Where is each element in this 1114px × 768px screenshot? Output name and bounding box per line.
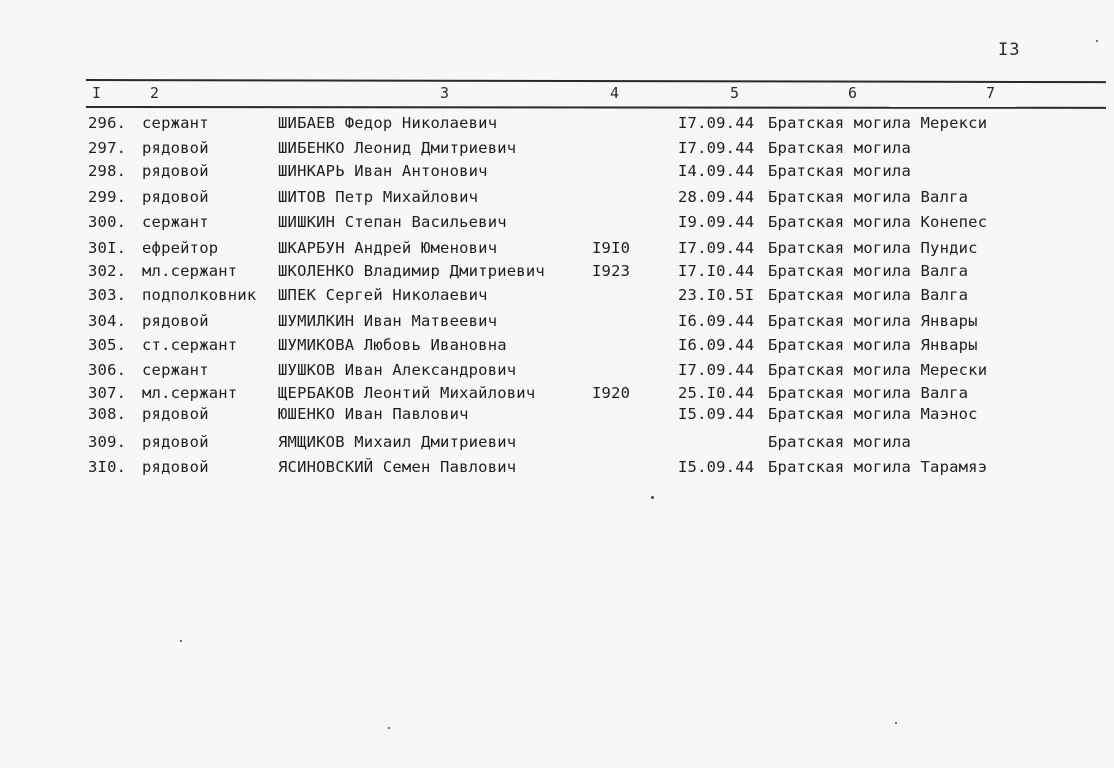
table-row: [0, 405, 1114, 427]
header-top-rule: [86, 79, 1106, 83]
record-burial-place: Братская могила: [768, 433, 911, 451]
record-number: 303.: [88, 286, 127, 304]
table-row: [0, 433, 1114, 455]
record-number: 298.: [88, 162, 127, 180]
record-rank: ефрейтор: [142, 239, 219, 257]
record-rank: сержант: [142, 361, 209, 379]
record-rank: рядовой: [142, 458, 209, 476]
record-name: ШУМИЛКИН Иван Матвеевич: [278, 312, 498, 330]
column-header-2: 2: [150, 84, 160, 102]
record-death-date: I7.09.44: [678, 239, 755, 257]
table-row: [0, 239, 1114, 261]
record-death-date: I6.09.44: [678, 312, 755, 330]
table-row: [0, 336, 1114, 358]
column-header-6: 6: [848, 84, 858, 102]
record-number: 296.: [88, 114, 127, 132]
record-death-date: 23.I0.5I: [678, 286, 755, 304]
column-header-7: 7: [986, 84, 996, 102]
record-name: ЯСИНОВСКИЙ Семен Павлович: [278, 458, 517, 476]
record-number: 308.: [88, 405, 127, 423]
record-name: ШИБЕНКО Леонид Дмитриевич: [278, 139, 517, 157]
record-rank: подполковник: [142, 286, 257, 304]
record-name: ШУШКОВ Иван Александрович: [278, 361, 517, 379]
page-number: I3: [998, 40, 1021, 60]
record-rank: мл.сержант: [142, 262, 238, 280]
record-number: 297.: [88, 139, 127, 157]
record-burial-place: Братская могила Конепес: [768, 213, 988, 231]
record-rank: рядовой: [142, 433, 209, 451]
record-death-date: I6.09.44: [678, 336, 755, 354]
speck: [388, 727, 390, 729]
record-burial-place: Братская могила Мерекси: [768, 114, 988, 132]
record-rank: рядовой: [142, 139, 209, 157]
column-header-1: I: [92, 84, 102, 102]
record-death-date: I7.I0.44: [678, 262, 755, 280]
speck: [651, 496, 654, 499]
table-row: [0, 188, 1114, 210]
table-row: [0, 286, 1114, 308]
record-number: 3I0.: [88, 458, 127, 476]
record-death-date: I7.09.44: [678, 114, 755, 132]
column-header-3: 3: [440, 84, 450, 102]
record-burial-place: Братская могила Валга: [768, 286, 969, 304]
record-number: 30I.: [88, 239, 127, 257]
record-burial-place: Братская могила: [768, 139, 911, 157]
table-row: [0, 162, 1114, 184]
table-row: [0, 384, 1114, 406]
record-burial-place: Братская могила Пундис: [768, 239, 978, 257]
record-number: 299.: [88, 188, 127, 206]
speck: [895, 722, 897, 724]
speck: [180, 640, 182, 642]
record-burial-place: Братская могила Валга: [768, 384, 969, 402]
record-death-date: I7.09.44: [678, 139, 755, 157]
record-death-date: 25.I0.44: [678, 384, 755, 402]
record-name: ЮШЕНКО Иван Павлович: [278, 405, 469, 423]
record-number: 300.: [88, 213, 127, 231]
header-bottom-rule: [86, 106, 1106, 109]
record-death-date: I5.09.44: [678, 458, 755, 476]
record-rank: рядовой: [142, 188, 209, 206]
record-number: 305.: [88, 336, 127, 354]
record-rank: ст.сержант: [142, 336, 238, 354]
record-death-date: I4.09.44: [678, 162, 755, 180]
record-rank: рядовой: [142, 405, 209, 423]
record-number: 304.: [88, 312, 127, 330]
record-burial-place: Братская могила Январы: [768, 336, 978, 354]
record-birth-year: I920: [592, 384, 631, 402]
record-burial-place: Братская могила Валга: [768, 188, 969, 206]
table-row: [0, 114, 1114, 136]
record-rank: рядовой: [142, 162, 209, 180]
record-rank: сержант: [142, 213, 209, 231]
record-death-date: I7.09.44: [678, 361, 755, 379]
record-name: ШКОЛЕНКО Владимир Дмитриевич: [278, 262, 545, 280]
record-number: 302.: [88, 262, 127, 280]
column-header-4: 4: [610, 84, 620, 102]
column-header-5: 5: [730, 84, 740, 102]
record-burial-place: Братская могила Валга: [768, 262, 969, 280]
table-row: [0, 262, 1114, 284]
record-death-date: 28.09.44: [678, 188, 755, 206]
record-rank: сержант: [142, 114, 209, 132]
record-name: ШИТОВ Петр Михайлович: [278, 188, 479, 206]
table-row: [0, 213, 1114, 235]
record-death-date: I9.09.44: [678, 213, 755, 231]
record-name: ШИНКАРЬ Иван Антонович: [278, 162, 488, 180]
record-number: 306.: [88, 361, 127, 379]
record-birth-year: I9I0: [592, 239, 631, 257]
record-name: ШИШКИН Степан Васильевич: [278, 213, 507, 231]
record-burial-place: Братская могила Январы: [768, 312, 978, 330]
table-row: [0, 361, 1114, 383]
record-burial-place: Братская могила: [768, 162, 911, 180]
table-row: [0, 458, 1114, 480]
record-birth-year: I923: [592, 262, 631, 280]
record-name: ШКАРБУН Андрей Юменович: [278, 239, 498, 257]
record-name: ЯМЩИКОВ Михаил Дмитриевич: [278, 433, 517, 451]
record-rank: мл.сержант: [142, 384, 238, 402]
record-number: 307.: [88, 384, 127, 402]
record-burial-place: Братская могила Тарамяэ: [768, 458, 988, 476]
record-death-date: I5.09.44: [678, 405, 755, 423]
record-burial-place: Братская могила Маэнос: [768, 405, 978, 423]
speck: [1096, 40, 1098, 42]
record-rank: рядовой: [142, 312, 209, 330]
table-row: [0, 139, 1114, 161]
record-name: ЩЕРБАКОВ Леонтий Михайлович: [278, 384, 536, 402]
record-number: 309.: [88, 433, 127, 451]
record-name: ШУМИКОВА Любовь Ивановна: [278, 336, 507, 354]
record-name: ШПЕК Сергей Николаевич: [278, 286, 488, 304]
table-row: [0, 312, 1114, 334]
record-name: ШИБАЕВ Федор Николаевич: [278, 114, 498, 132]
record-burial-place: Братская могила Мерески: [768, 361, 988, 379]
